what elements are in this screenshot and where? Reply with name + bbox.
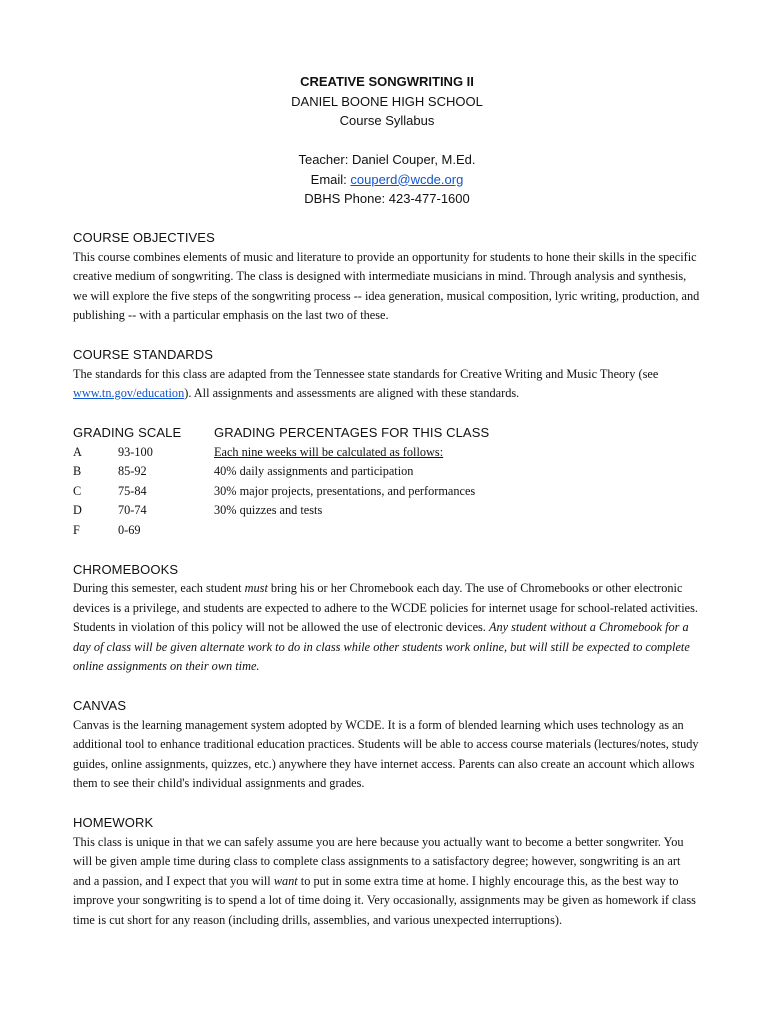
- grade-row: [73, 443, 213, 463]
- chromebooks-section: [73, 560, 701, 697]
- email-line: [73, 170, 701, 190]
- phone-line: DBHS Phone: 423-477-1600: [304, 191, 470, 206]
- grade-row: [73, 462, 213, 482]
- teacher-name: Teacher: Daniel Couper, M.Ed.: [298, 152, 476, 167]
- grading-percentage-item: 40% daily assignments and participation: [214, 464, 414, 478]
- grading-percentage-item: 30% major projects, presentations, and performances: [214, 483, 476, 498]
- email-label: Email:: [310, 171, 351, 187]
- grade-row: [73, 521, 213, 541]
- standards-heading: COURSE STANDARDS: [73, 347, 214, 362]
- canvas-section: [73, 696, 701, 813]
- grading-intro: Each nine weeks will be calculated as follows:: [214, 444, 444, 459]
- grade-row: [73, 482, 213, 502]
- homework-heading: HOMEWORK: [73, 815, 154, 830]
- objectives-text: This course combines elements of music and literature to provide an opportunity for students to hone their skills in the specific creative medium of songwriting. The class is designed with intermediate musicians in mind. Through analysis and synthesis, we will explore the five steps of the songwriting process -- idea generation, musical composition, lyric writing, production, and publishing -- with a particular emphasis on the last two of these.: [73, 249, 700, 322]
- canvas-text: Canvas is the learning management system adopted by WCDE. It is a form of blended learning which uses technology as an additional tool to enhance traditional education practices. Students will be able to access course materials (lectures/notes, study guides, online assignments, quizzes, etc.) anywhere they have internet access. Parents can also create an account which allows them to see their child's individual assignments and grades.: [73, 717, 699, 790]
- standards-text-before: The standards for this class are adapted from the Tennessee state standards for Creative Writing and Music Theory (see: [73, 366, 659, 381]
- chromebooks-italic-note: Any student without a Chromebook for a day of class will be given alternate work to do in class while other students work online, but will still be expected to complete online assignments on their own time.: [73, 620, 690, 673]
- chromebooks-text-part: During this semester, each student: [73, 581, 245, 595]
- syllabus-page: [73, 72, 701, 930]
- homework-section: [73, 813, 701, 930]
- objectives-heading: COURSE OBJECTIVES: [73, 230, 215, 245]
- grade-letter: D: [73, 503, 82, 517]
- grading-percentages-heading: GRADING PERCENTAGES FOR THIS CLASS: [214, 425, 490, 440]
- grade-letter: A: [73, 444, 82, 459]
- grading-scale-heading: GRADING SCALE: [73, 425, 182, 440]
- grade-range: 70-74: [118, 503, 147, 517]
- grading-percentages: [214, 423, 694, 521]
- grade-letter: C: [73, 483, 82, 498]
- homework-text-part: This class is unique in that we can safely assume you are here because you actually want to become a better songwriter. You will be given ample time during class to complete class assignments to a satisfactory degree; however, songwriting is an art and a passion, and I expect that you will: [73, 834, 684, 888]
- grading-percentage-item: 30% quizzes and tests: [214, 503, 323, 517]
- canvas-heading: CANVAS: [73, 698, 127, 713]
- document-type: Course Syllabus: [339, 113, 435, 128]
- homework-text-part: to put in some extra time at home. I highly encourage this, as the best way to improve your songwriting is to spend a lot of time doing it. Very occasionally, assignments may be given as homework if class time is cut short for any reason (including drills, assemblies, and various unexpected interruptions).: [73, 873, 696, 927]
- grading-scale: [73, 423, 213, 540]
- objectives-section: [73, 228, 701, 345]
- chromebooks-heading: CHROMEBOOKS: [73, 561, 179, 577]
- grade-letter: F: [73, 522, 80, 537]
- course-title: CREATIVE SONGWRITING II: [300, 74, 474, 89]
- homework-text: [73, 833, 701, 931]
- grade-range: 93-100: [118, 444, 153, 459]
- email-link[interactable]: couperd@wcde.org: [350, 171, 464, 187]
- chromebooks-text-part: bring his or her Chromebook each day. The use of Chromebooks or other electronic devices is a privilege, and students are expected to adhere to the WCDE policies for internet usage for school-related activities. Students in violation of this policy will not be allowed the use of electronic devices.: [73, 581, 698, 634]
- grade-range: 75-84: [118, 483, 147, 498]
- chromebooks-emphasis: must: [244, 581, 268, 595]
- grade-range: 85-92: [118, 464, 147, 478]
- grade-range: 0-69: [118, 522, 141, 537]
- standards-link[interactable]: www.tn.gov/education: [73, 386, 185, 400]
- grade-row: [73, 501, 213, 521]
- standards-section: [73, 345, 701, 423]
- grade-letter: B: [73, 464, 82, 478]
- homework-emphasis: want: [273, 873, 298, 888]
- grading-section: [73, 423, 701, 540]
- standards-text-after: ). All assignments and assessments are aligned with these standards.: [184, 386, 520, 400]
- chromebooks-text: [73, 579, 701, 677]
- header-block: [73, 72, 701, 228]
- school-name: DANIEL BOONE HIGH SCHOOL: [291, 93, 483, 109]
- standards-text: [73, 365, 701, 404]
